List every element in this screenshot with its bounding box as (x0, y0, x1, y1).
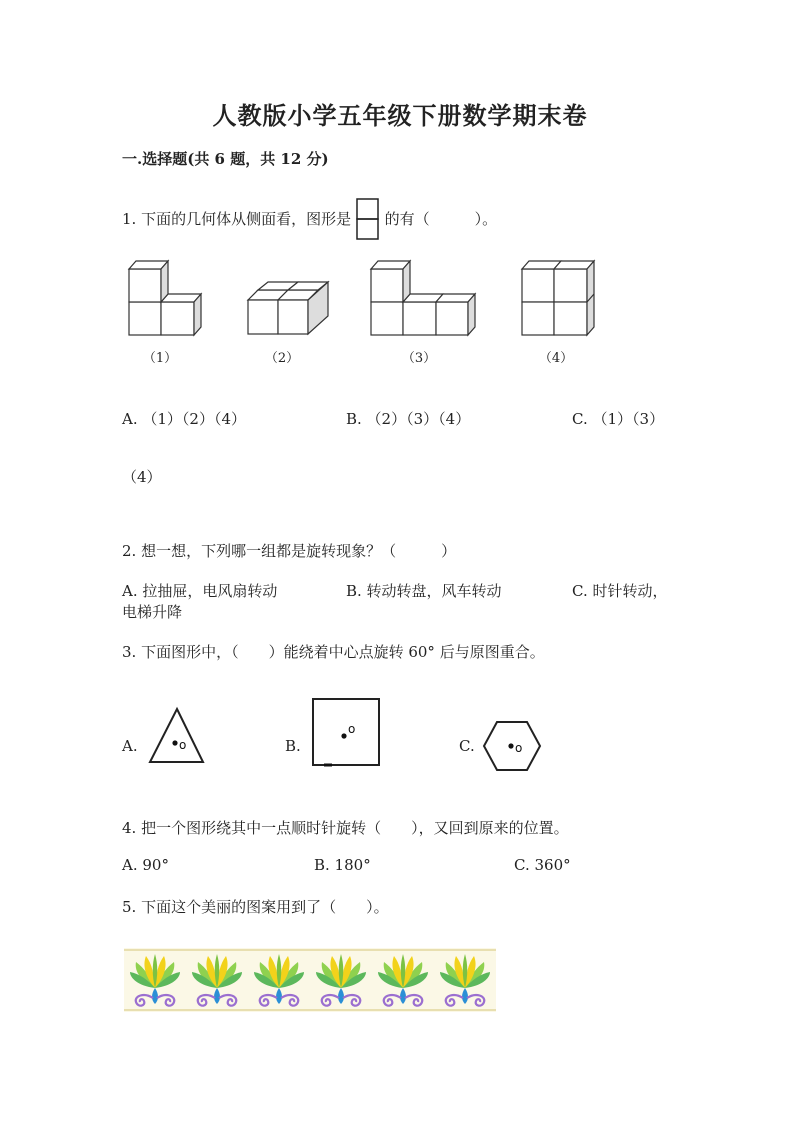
cube-figure-3 (367, 255, 487, 340)
cube-figure-4 (518, 255, 608, 340)
hexagon-figure (482, 719, 542, 773)
cube-figure-2 (244, 280, 334, 340)
q4-option-c[interactable]: C. 360° (514, 856, 571, 874)
decorative-pattern-image (124, 948, 496, 1012)
question-4: 4. 把一个图形绕其中一点顺时针旋转（ ），又回到原来的位置。 (122, 819, 569, 837)
triangle-figure (146, 705, 208, 767)
square-marker-letter: o (348, 722, 356, 736)
question-3: 3. 下面图形中，（ ）能绕着中心点旋转 60° 后与原图重合。 (122, 643, 545, 661)
q2-option-c-wrap: 电梯升降 (122, 603, 183, 621)
question-2: 2. 想一想，下列哪一组都是旋转现象？（ ） (122, 542, 457, 560)
question-1-text-before: 1. 下面的几何体从侧面看，图形是 (122, 210, 352, 228)
square-figure (311, 697, 383, 769)
figure-label-2: （2） (264, 351, 300, 366)
hexagon-marker-letter: o (515, 741, 523, 755)
page-title: 人教版小学五年级下册数学期末卷 (212, 101, 588, 130)
question-5: 5. 下面这个美丽的图案用到了（ ）。 (122, 898, 389, 916)
cube-figure-1 (125, 255, 215, 340)
figure-label-1: （1） (142, 351, 178, 366)
q2-option-a[interactable]: A. 拉抽屉，电风扇转动 (122, 582, 278, 600)
question-1 (122, 198, 497, 242)
side-view-icon (356, 198, 380, 242)
question-1-text-after: 的有（ ）。 (384, 210, 498, 228)
triangle-marker-letter: o (179, 738, 187, 752)
section-heading: 一.选择题(共 6 题，共 12 分) (122, 150, 329, 168)
q3-label-a[interactable]: A. (122, 737, 138, 755)
figure-label-3: （3） (401, 351, 437, 366)
q3-label-c[interactable]: C. (459, 737, 475, 755)
q1-option-a[interactable]: A. （1）（2）（4） (122, 410, 246, 428)
figure-label-4: （4） (538, 351, 574, 366)
q4-option-b[interactable]: B. 180° (314, 856, 371, 874)
q1-option-b[interactable]: B. （2）（3）（4） (346, 410, 471, 428)
q4-option-a[interactable]: A. 90° (122, 856, 169, 874)
q1-option-c[interactable]: C. （1）（3） (572, 410, 665, 428)
q3-label-b[interactable]: B. (285, 737, 301, 755)
q2-option-c[interactable]: C. 时针转动， (572, 582, 668, 600)
q2-option-b[interactable]: B. 转动转盘，风车转动 (346, 582, 502, 600)
q1-option-c-wrap: （4） (122, 468, 162, 486)
